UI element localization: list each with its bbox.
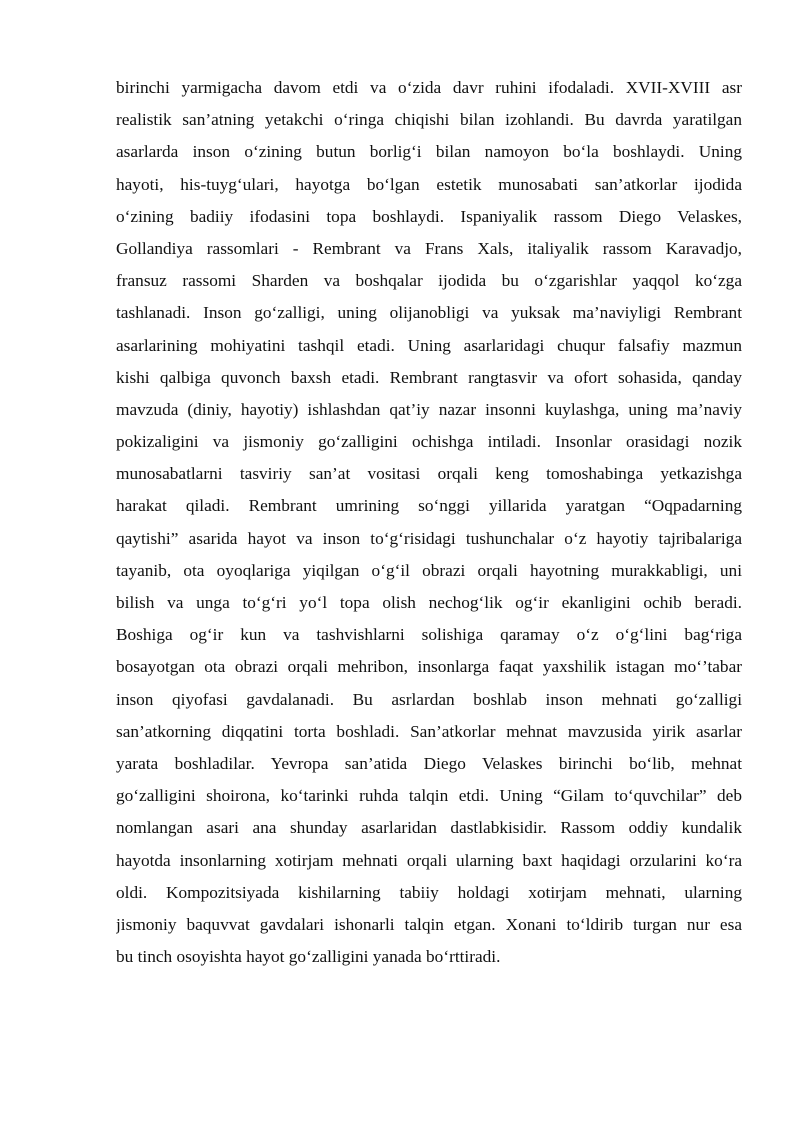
text-line: pokizaligini va jismoniy go‘zalligini ochishga intiladi. Insonlar orasidagi nozik <box>116 432 742 452</box>
text-line: realistik san’atning yetakchi o‘ringa chiqishi bilan izohlandi. Bu davrda yaratilgan <box>116 110 742 130</box>
text-line: bu tinch osoyishta hayot go‘zalligini yanada bo‘rttiradi. <box>116 947 501 967</box>
text-line: san’atkorning diqqatini torta boshladi. San’atkorlar mehnat mavzusida yirik asarlar <box>116 721 742 741</box>
text-line: oldi. Kompozitsiyada kishilarning tabiiy holdagi xotirjam mehnati, ularning <box>116 882 742 902</box>
text-line: yarata boshladilar. Yevropa san’atida Diego Velaskes birinchi bo‘lib, mehnat <box>116 753 742 773</box>
text-line: fransuz rassomi Sharden va boshqalar ijodida bu o‘zgarishlar yaqqol ko‘zga <box>116 271 742 291</box>
text-line: hayotda insonlarning xotirjam mehnati orqali ularning baxt haqidagi orzularini ko‘ra <box>116 850 742 870</box>
text-line: kishi qalbiga quvonch baxsh etadi. Rembrant rangtasvir va ofort sohasida, qanday <box>116 367 742 387</box>
text-line: Boshiga og‘ir kun va tashvishlarni solishiga qaramay o‘z o‘g‘lini bag‘riga <box>116 625 742 645</box>
text-line: hayoti, his-tuyg‘ulari, hayotga bo‘lgan estetik munosabati san’atkorlar ijodida <box>116 174 742 194</box>
text-line: mavzuda (diniy, hayotiy) ishlashdan qat’iy nazar insonni kuylashga, uning ma’naviy <box>116 399 742 419</box>
text-line: asarlarda inson o‘zining butun borlig‘i bilan namoyon bo‘la boshlaydi. Uning <box>116 142 742 162</box>
text-line: bosayotgan ota obrazi orqali mehribon, insonlarga faqat yaxshilik istagan mo‘’tabar <box>116 657 742 677</box>
text-line: nomlangan asari ana shunday asarlaridan dastlabkisidir. Rassom oddiy kundalik <box>116 818 742 838</box>
text-line: go‘zalligini shoirona, ko‘tarinki ruhda talqin etdi. Uning “Gilam to‘quvchilar” deb <box>116 786 742 806</box>
text-line: o‘zining badiiy ifodasini topa boshlaydi. Ispaniyalik rassom Diego Velaskes, <box>116 206 742 226</box>
text-line: asarlarining mohiyatini tashqil etadi. Uning asarlaridagi chuqur falsafiy mazmun <box>116 335 742 355</box>
text-line: bilish va unga to‘g‘ri yo‘l topa olish nechog‘lik og‘ir ekanligini ochib beradi. <box>116 593 742 612</box>
text-line: harakat qiladi. Rembrant umrining so‘nggi yillarida yaratgan “Oqpadarning <box>116 496 742 516</box>
text-line: jismoniy baquvvat gavdalari ishonarli talqin etgan. Xonani to‘ldirib turgan nur esa <box>116 914 742 934</box>
body-paragraph <box>116 72 742 973</box>
text-line: tayanib, ota oyoqlariga yiqilgan o‘g‘il obrazi orqali hayotning murakkabligi, uni <box>116 560 742 580</box>
text-line: inson qiyofasi gavdalanadi. Bu asrlardan boshlab inson mehnati go‘zalligi <box>116 689 742 709</box>
text-line: qaytishi” asarida hayot va inson to‘g‘risidagi tushunchalar o‘z hayotiy tajribalariga <box>116 528 742 548</box>
text-line: Gollandiya rassomlari - Rembrant va Frans Xals, italiyalik rassom Karavadjo, <box>116 238 742 258</box>
text-line: birinchi yarmigacha davom etdi va o‘zida davr ruhini ifodaladi. XVII-XVIII asr <box>116 78 742 97</box>
text-line: tashlanadi. Inson go‘zalligi, uning olijanobligi va yuksak ma’naviyligi Rembrant <box>116 303 742 323</box>
text-line: munosabatlarni tasviriy san’at vositasi orqali keng tomoshabinga yetkazishga <box>116 464 742 484</box>
